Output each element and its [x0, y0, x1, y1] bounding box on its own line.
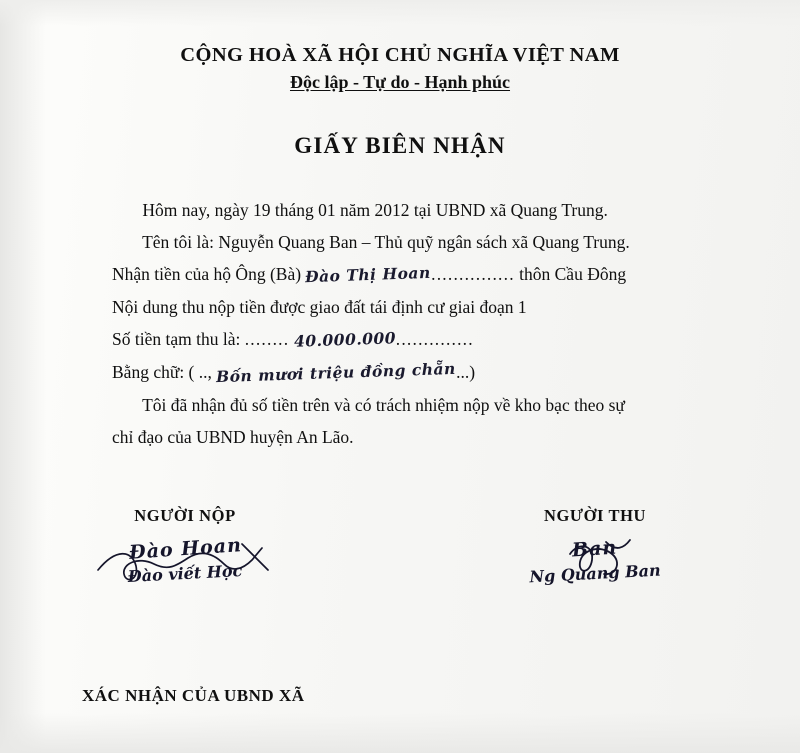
body-line-content-text: Nội dung thu nộp tiền được giao đất tái định cư giai đoạn 1 — [112, 297, 527, 317]
body-line-closing-2 — [112, 421, 712, 453]
body-line-date-text: Hôm nay, ngày 19 tháng 01 năm 2012 tại UBND xã Quang Trung. — [142, 200, 608, 220]
document-body — [112, 194, 712, 453]
payer-signature-mark: Đào Hoan — [127, 534, 243, 564]
receiver-signature-mark: Ban — [571, 536, 619, 562]
payer-label: NGƯỜI NỘP — [134, 506, 236, 525]
amount-dots-after: .............. — [395, 329, 474, 349]
receive-dots: ............... — [431, 264, 515, 284]
words-prefix: Bằng chữ: ( .., — [112, 362, 212, 382]
amount-dots-before: ........ — [244, 329, 290, 349]
body-line-amount — [112, 323, 712, 356]
body-line-content — [112, 291, 712, 323]
body-line-receive — [112, 258, 712, 291]
body-line-words — [112, 356, 712, 389]
national-motto — [0, 72, 800, 93]
footer-confirmation-label: XÁC NHẬN CỦA UBND XÃ — [82, 686, 305, 705]
body-line-date — [112, 194, 712, 226]
receiver-name-handwritten: Ng Quang Ban — [528, 560, 662, 587]
body-line-name — [112, 226, 712, 258]
words-handwritten-value: Bốn mươi triệu đồng chẵn — [215, 358, 457, 387]
receiver-signature-stroke-icon — [560, 534, 700, 594]
closing-text-1: Tôi đã nhận đủ số tiền trên và có trách nhiệm nộp về kho bạc theo sự — [142, 395, 625, 415]
receiver-label: NGƯỜI THU — [543, 506, 647, 525]
paper-shading-top — [0, 0, 800, 26]
page-title: GIẤY BIÊN NHẬN — [294, 133, 506, 158]
closing-text-2: chỉ đạo của UBND huyện An Lão. — [112, 427, 354, 447]
amount-handwritten-value: 40.000.000 — [293, 328, 397, 351]
receive-handwritten-value: Đào Thị Hoan — [305, 262, 432, 287]
national-motto-text: Độc lập - Tự do - Hạnh phúc — [289, 72, 511, 92]
body-line-name-text: Tên tôi là: Nguyễn Quang Ban – Thủ quỹ ngân sách xã Quang Trung. — [142, 232, 630, 252]
amount-prefix: Số tiền tạm thu là: — [112, 329, 241, 349]
payer-signature-stroke-icon — [92, 536, 342, 606]
payer-name-handwritten: Đào viết Học — [127, 561, 243, 586]
receive-prefix: Nhận tiền của hộ Ông (Bà) — [112, 264, 302, 284]
paper-shading-bottom — [0, 713, 800, 753]
receive-suffix: thôn Cầu Đông — [519, 264, 627, 284]
words-suffix: ...) — [456, 362, 476, 382]
body-line-closing-1 — [112, 389, 712, 421]
national-heading: CỘNG HOÀ XÃ HỘI CHỦ NGHĨA VIỆT NAM — [180, 44, 620, 66]
